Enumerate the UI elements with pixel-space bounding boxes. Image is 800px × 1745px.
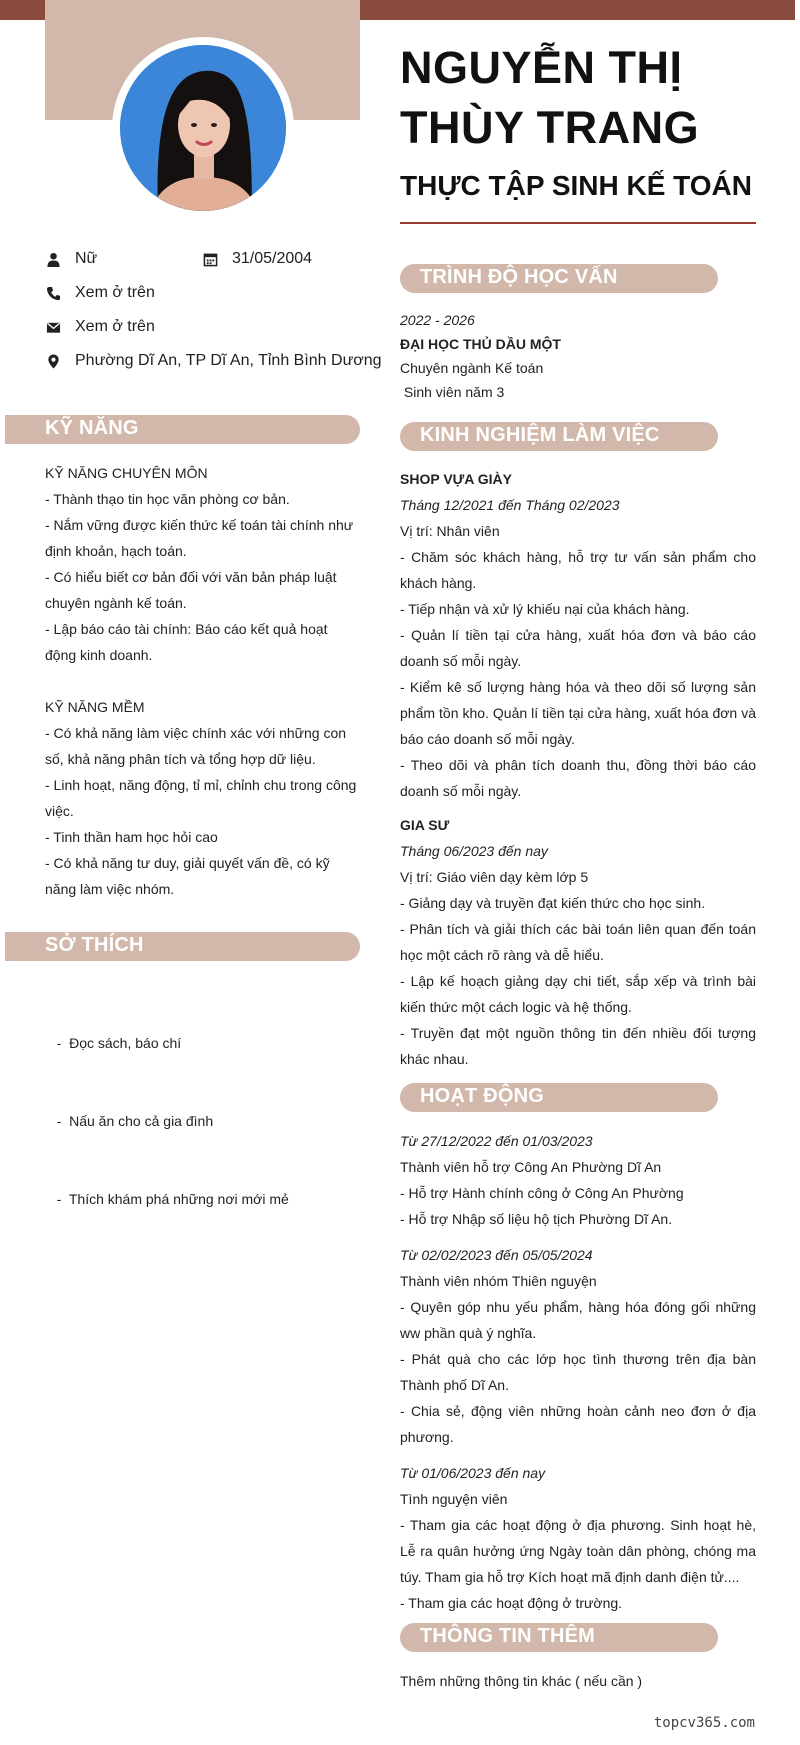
education-major: Chuyên ngành Kế toán [400, 360, 544, 376]
skills-content [45, 460, 360, 902]
gender-row [45, 250, 97, 268]
extra-info-heading: THÔNG TIN THÊM [420, 1625, 596, 1647]
extra-info-text: Thêm những thông tin khác ( nếu cần ) [400, 1673, 643, 1689]
activity-bullet: - Tham gia các hoạt động ở trường. [400, 1595, 623, 1611]
job-bullet: - Truyền đạt một nguồn thông tin đến nhiều đối tượng khác nhau. [400, 1025, 756, 1067]
hobbies-list [45, 978, 360, 1238]
phone-icon [45, 285, 61, 301]
education-year: Sinh viên năm 3 [400, 384, 505, 400]
skill-item: - Có khả năng tư duy, giải quyết vấn đề, có kỹ năng làm việc nhóm. [45, 855, 330, 897]
activity-bullet: - Hỗ trợ Hành chính công ở Công An Phường [400, 1185, 684, 1201]
watermark-footer: topcv365.com [653, 1715, 755, 1731]
job-company: SHOP VỰA GIÀY [400, 471, 512, 487]
spacer [400, 804, 756, 812]
birthdate-value: 31/05/2004 [232, 250, 313, 267]
experience-heading: KINH NGHIỆM LÀM VIỆC [420, 424, 660, 446]
spacer [400, 1450, 756, 1460]
activity-role: Thành viên hỗ trợ Công An Phường Dĩ An [400, 1159, 662, 1175]
education-period: 2022 - 2026 [400, 312, 475, 328]
job-period: Tháng 06/2023 đến nay [400, 843, 548, 859]
birthdate-row [202, 250, 312, 268]
job-period: Tháng 12/2021 đến Tháng 02/2023 [400, 497, 620, 513]
activity-bullet: - Quyên góp nhu yếu phẩm, hàng hóa đóng gối những ww phần quà ý nghĩa. [400, 1299, 756, 1341]
activity-period: Từ 02/02/2023 đến 05/05/2024 [400, 1247, 593, 1263]
activity-period: Từ 01/06/2023 đến nay [400, 1465, 546, 1481]
job-bullet: - Quản lí tiền tại cửa hàng, xuất hóa đơn và báo cáo doanh số mỗi ngày. [400, 627, 756, 669]
avatar [112, 37, 294, 219]
job-bullet: - Theo dõi và phân tích doanh thu, đồng thời báo cáo doanh số mỗi ngày. [400, 757, 756, 799]
job-bullet: - Kiểm kê số lượng hàng hóa và theo dõi số lượng sản phẩm tồn kho. Quản lí tiền tại cửa hàng, xuất hóa đơn và báo cáo doanh số mỗi ngày. [400, 679, 756, 747]
activity-bullet: - Phát quà cho các lớp học tình thương trên địa bàn Thành phố Dĩ An. [400, 1351, 756, 1393]
skill-item: - Nắm vững được kiến thức kế toán tài chính như định khoản, hạch toán. [45, 517, 354, 559]
skill-item: - Lập báo cáo tài chính: Báo cáo kết quả hoạt động kinh doanh. [45, 621, 328, 663]
gender-value: Nữ [75, 250, 98, 267]
job-bullet: - Giảng dạy và truyền đạt kiến thức cho học sinh. [400, 895, 706, 911]
hobbies-heading: SỞ THÍCH [45, 934, 144, 956]
education-heading: TRÌNH ĐỘ HỌC VẤN [420, 266, 618, 288]
education-content [400, 308, 756, 404]
job-title: THỰC TẬP SINH KẾ TOÁN [400, 170, 752, 201]
phone-value: Xem ở trên [75, 284, 155, 301]
activity-role: Thành viên nhóm Thiên nguyện [400, 1273, 597, 1289]
skill-item: - Tinh thần ham học hỏi cao [45, 829, 218, 845]
phone-row [45, 284, 155, 302]
extra-info-section-header [400, 1623, 718, 1652]
name-line-1: NGUYỄN THỊ [400, 42, 683, 93]
hobby-item: - Nấu ăn cho cả gia đình [45, 1113, 214, 1129]
location-pin-icon [45, 353, 61, 369]
skill-item: - Linh hoạt, năng động, tỉ mỉ, chỉnh chu trong công việc. [45, 777, 357, 819]
activity-bullet: - Chia sẻ, động viên những hoàn cảnh neo đơn ở địa phương. [400, 1403, 756, 1445]
skill-item: - Có khả năng làm việc chính xác với những con số, khả năng phân tích và tổng hợp dữ liệu. [45, 725, 347, 767]
activities-section-header [400, 1083, 718, 1112]
skills-heading: KỸ NĂNG [45, 417, 139, 439]
activities-content [400, 1128, 756, 1616]
education-section-header [400, 264, 718, 293]
skill-item: - Có hiểu biết cơ bản đối với văn bản pháp luật chuyên ngành kế toán. [45, 569, 337, 611]
experience-content [400, 466, 756, 1072]
job-bullet: - Lập kế hoạch giảng dạy chi tiết, sắp xếp và trình bài kiến thức một cách logic và hệ thống. [400, 973, 756, 1015]
job-bullet: - Phân tích và giải thích các bài toán liên quan đến toán học một cách rõ ràng và dễ hiểu. [400, 921, 756, 963]
email-row [45, 318, 155, 336]
job-company: GIA SƯ [400, 817, 450, 833]
activities-heading: HOẠT ĐỘNG [420, 1085, 545, 1107]
activity-bullet: - Tham gia các hoạt động ở địa phương. Sinh hoạt hè, Lễ ra quân hưởng ứng Ngày toàn dân phòng, chóng ma túy. Tham gia hỗ trợ Kích hoạt mã định danh điện tử.... [400, 1517, 756, 1585]
name-line-2: THÙY TRANG [400, 102, 700, 153]
skills-section-header [5, 415, 360, 444]
extra-info-content [400, 1668, 756, 1694]
spacer [400, 1232, 756, 1242]
professional-skills-title: KỸ NĂNG CHUYÊN MÔN [45, 465, 208, 481]
address-value: Phường Dĩ An, TP Dĩ An, Tỉnh Bình Dương [75, 352, 382, 369]
spacer [45, 668, 360, 694]
email-value: Xem ở trên [75, 318, 155, 335]
candidate-name [400, 38, 780, 158]
hobbies-section-header [5, 932, 360, 961]
activity-bullet: - Hỗ trợ Nhập số liệu hộ tịch Phường Dĩ An. [400, 1211, 673, 1227]
activity-period: Từ 27/12/2022 đến 01/03/2023 [400, 1133, 593, 1149]
hobby-item: - Đọc sách, báo chí [45, 1035, 182, 1051]
portrait-illustration [120, 45, 286, 211]
activity-role: Tình nguyện viên [400, 1491, 508, 1507]
skill-item: - Thành thạo tin học văn phòng cơ bản. [45, 491, 290, 507]
school-name: ĐẠI HỌC THỦ DẦU MỘT [400, 336, 561, 352]
job-position: Vị trí: Giáo viên dạy kèm lớp 5 [400, 869, 589, 885]
calendar-icon [202, 251, 218, 267]
job-bullet: - Chăm sóc khách hàng, hỗ trợ tư vấn sản phẩm cho khách hàng. [400, 549, 756, 591]
hobby-item: - Thích khám phá những nơi mới mẻ [45, 1191, 289, 1207]
person-icon [45, 251, 61, 267]
title-divider [400, 222, 756, 224]
envelope-icon [45, 319, 61, 335]
soft-skills-title: KỸ NĂNG MỀM [45, 699, 145, 715]
experience-section-header [400, 422, 718, 451]
profile-photo [120, 45, 286, 211]
address-row [45, 352, 382, 370]
job-bullet: - Tiếp nhận và xử lý khiếu nại của khách hàng. [400, 601, 690, 617]
job-position: Vị trí: Nhân viên [400, 523, 500, 539]
